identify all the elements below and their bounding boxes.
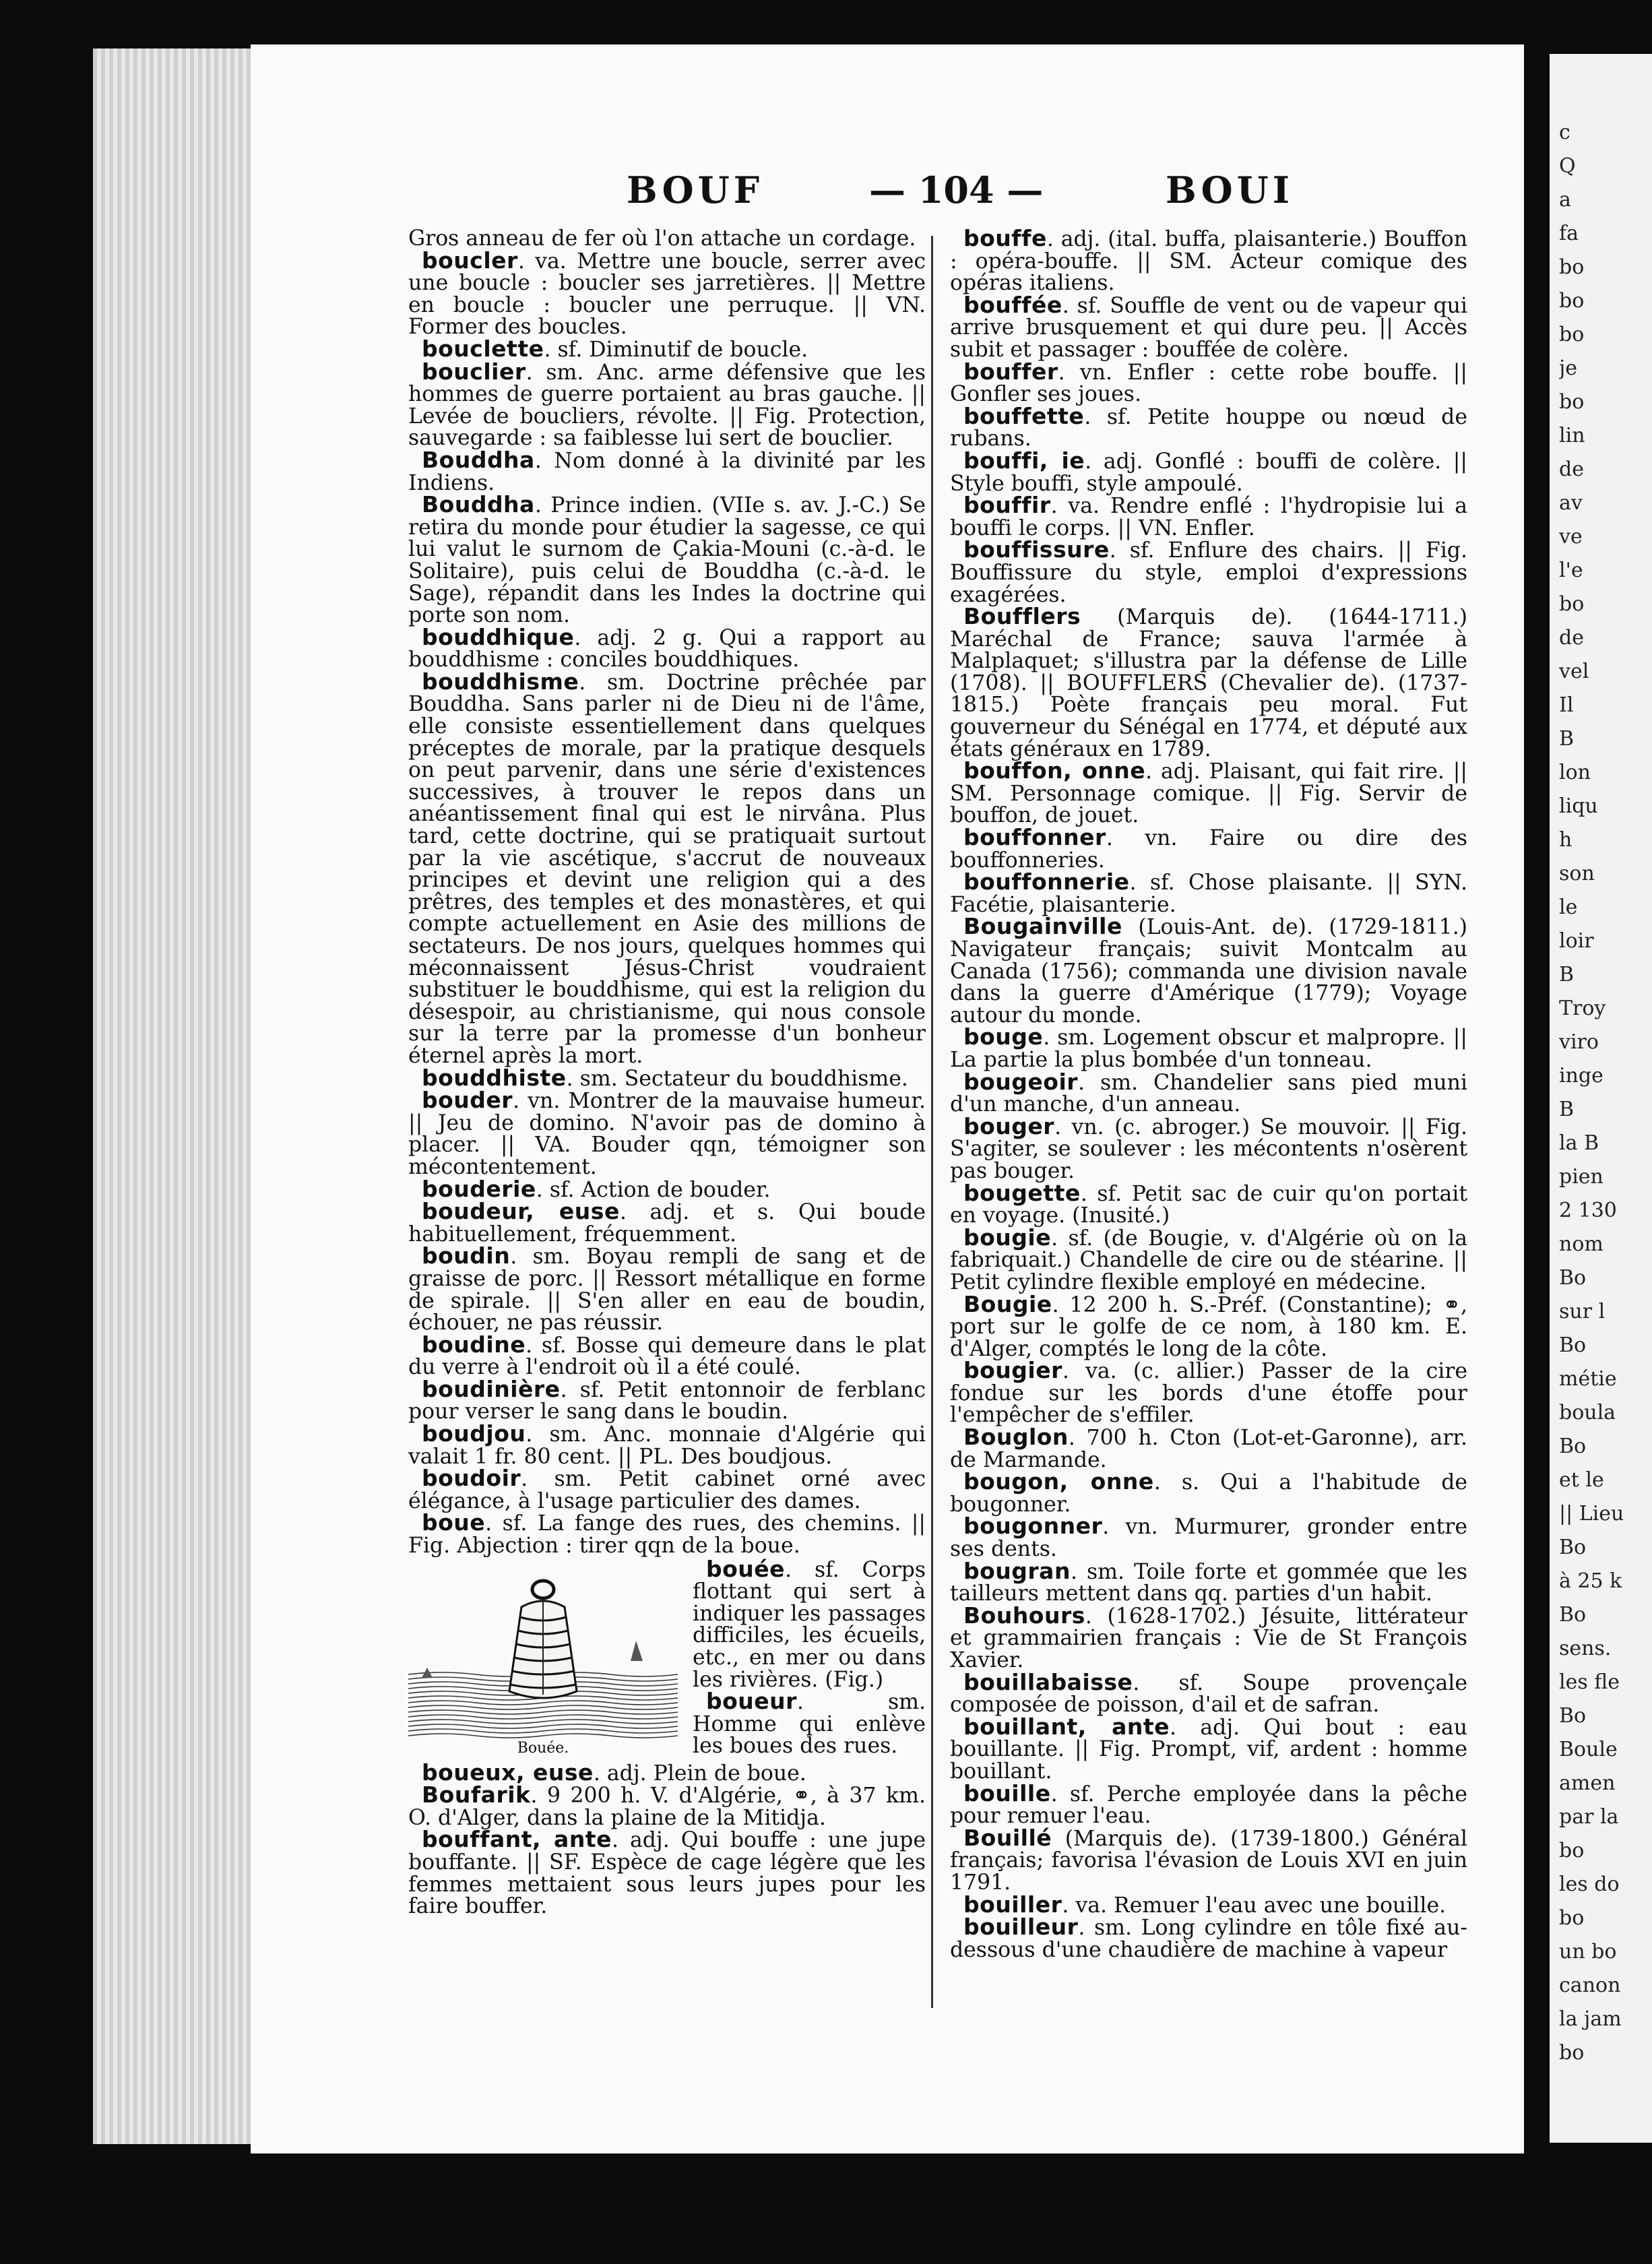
entry-definition: . sf. Soupe provençale composée de poisson, d'ail et de safran. — [950, 1670, 1467, 1718]
entry-headword: bouffissure — [963, 536, 1110, 563]
entry-headword: bouffée — [963, 291, 1062, 318]
dictionary-entry — [950, 1602, 1467, 1672]
dictionary-entry — [950, 757, 1467, 828]
next-page-fragment: par la — [1559, 1806, 1619, 1829]
entry-headword: bouge — [963, 1024, 1044, 1050]
dictionary-entry — [950, 603, 1467, 761]
next-page-fragment: de — [1559, 627, 1584, 650]
dictionary-entry — [408, 446, 926, 495]
next-page-fragment: fa — [1559, 222, 1579, 245]
dictionary-entry — [950, 1026, 1467, 1071]
next-page-fragment: les fle — [1559, 1671, 1620, 1694]
entry-definition: . sm. Sectateur du bouddhisme. — [566, 1066, 908, 1091]
entry-headword: bougie — [963, 1224, 1052, 1251]
dictionary-entry — [408, 1198, 926, 1247]
entry-definition: . sf. Action de bouder. — [536, 1177, 771, 1202]
dictionary-entry — [950, 871, 1467, 916]
entry-definition: . vn. Montrer de la mauvaise humeur. || Jeu de domino. N'avoir pas de domino à placer. || VA. Bouder qqn, témoigner son mécontentement. — [408, 1089, 926, 1179]
next-page-fragment: Troy — [1559, 997, 1606, 1020]
dictionary-entry — [408, 1375, 926, 1424]
entry-definition: . 9 200 h. V. d'Algérie, ⚭, à 37 km. O. d'Alger, dans la plaine de la Mitidja. — [408, 1784, 926, 1830]
next-page-fragment: Bo — [1559, 1604, 1587, 1627]
entry-headword: bouffi, ie — [963, 447, 1085, 474]
entry-headword: boudinière — [422, 1375, 561, 1402]
dictionary-entry — [950, 1557, 1467, 1606]
entry-definition: . sm. Logement obscur et malpropre. || La partie la plus bombée d'un tonneau. — [950, 1026, 1467, 1072]
entry-definition: . va. (c. allier.) Passer de la cire fondue sur les bords d'une étoffe pour l'empêcher de s'effiler. — [950, 1359, 1467, 1428]
entry-headword: bouddhiste — [422, 1064, 567, 1091]
dictionary-entry — [408, 1784, 926, 1829]
entry-definition: . sm. Chandelier sans pied muni d'un manche, d'un anneau. — [950, 1070, 1467, 1117]
entry-headword: bouffonnerie — [963, 869, 1130, 895]
next-page-fragment: Bo — [1559, 1536, 1587, 1559]
next-page-fragment: liqu — [1559, 795, 1598, 818]
page-number: — 104 — — [869, 168, 1044, 212]
entry-definition: . vn. Enfler : cette robe bouffe. || Gonfler ses joues. — [950, 360, 1467, 407]
dictionary-entry — [950, 1824, 1467, 1895]
entry-headword: Bouhours — [963, 1602, 1085, 1629]
entry-headword: bouffonner — [963, 824, 1106, 851]
next-page-fragment: bo — [1559, 256, 1585, 279]
next-page-fragment: boula — [1559, 1402, 1616, 1424]
dictionary-entry — [408, 623, 926, 672]
next-page-fragment: Bo — [1559, 1705, 1587, 1728]
next-page-fragment: un bo — [1559, 1941, 1617, 1963]
entry-definition: . adj. Plein de boue. — [593, 1761, 806, 1786]
dictionary-entry — [950, 1668, 1467, 1718]
entry-headword: bougeoir — [963, 1068, 1079, 1095]
entry-headword: Bouillé — [963, 1824, 1052, 1851]
buoy-illustration — [408, 1560, 678, 1742]
right-column — [950, 225, 1468, 1962]
dictionary-entry — [408, 1087, 926, 1179]
entry-headword: bouffon, onne — [963, 757, 1146, 784]
entry-definition: . sf. Corps flottant qui sert à indiquer les passages difficiles, les écueils, etc., en mer ou dans les rivières. (Fig.) — [693, 1558, 926, 1692]
dictionary-entry — [950, 1916, 1467, 1961]
entry-definition: . adj. Plaisant, qui fait rire. || SM. Personnage comique. || Fig. Servir de bouffon, de jouet. — [950, 759, 1467, 828]
entry-headword: boudjou — [422, 1420, 526, 1447]
next-page-fragment: sur l — [1559, 1300, 1606, 1323]
next-page-fragment: de — [1559, 458, 1584, 481]
entry-definition: . sf. Petite houppe ou nœud de rubans. — [950, 404, 1467, 451]
entry-headword: bouddhisme — [422, 668, 579, 695]
next-page-fragment: bo — [1559, 391, 1585, 414]
dictionary-entry — [950, 402, 1467, 451]
next-page-fragment: B — [1559, 728, 1575, 751]
next-page-fragment: la B — [1559, 1132, 1599, 1155]
next-page-fragment: nom — [1559, 1233, 1603, 1256]
entry-definition: Gros anneau de fer où l'on attache un cordage. — [408, 226, 916, 251]
entry-headword: bouillant, ante — [963, 1713, 1170, 1740]
entry-definition: . sf. La fange des rues, des chemins. || Fig. Abjection : tirer qqn de la boue. — [408, 1511, 926, 1559]
next-page-fragment: h — [1559, 829, 1572, 852]
entry-headword: Boufarik — [422, 1782, 531, 1809]
next-page-fragment: B — [1559, 1098, 1575, 1121]
entry-definition: . sm. Doctrine prêchée par Bouddha. Sans parler ni de Dieu ni de l'âme, elle consiste essentiellement dans quelques préceptes de morale, par la pratique desquels on peut parvenir, dans une série d'existences successives, à trouver le repos dans un anéantissement final qui est le nirvâna. Plus tard, cette doctrine, qui se pratiquait surtout par la vie ascétique, s'accrut de nouveaux principes et devint une religion qui a des prêtres, des temples et des monastères, et qui compte actuellement en Asie des millions de sectateurs. De nos jours, quelques hommes qui méconnaissent Jésus-Christ voudraient substituer le bouddhisme, qui est la religion du désespoir, au christianisme, qui nous console sur la terre par la promesse d'un bonheur éternel après la mort. — [408, 670, 926, 1068]
dictionary-entry — [408, 1509, 926, 1559]
next-page-fragment: B — [1559, 964, 1575, 986]
entry-definition: . sm. Anc. arme défensive que les hommes de guerre portaient au bras gauche. || Levée de boucliers, révolte. || Fig. Protection, sauvegarde : sa faiblesse lui sert de bouclier. — [408, 360, 926, 451]
entry-headword: Bouddha — [422, 491, 535, 518]
dictionary-entry — [950, 1357, 1467, 1428]
next-page-fragment: av — [1559, 492, 1583, 515]
entry-definition: . sm. Homme qui enlève les boues des rues. — [693, 1690, 926, 1759]
dictionary-entry — [408, 247, 926, 340]
dictionary-entry — [950, 1224, 1467, 1294]
next-page-fragment: bo — [1559, 2042, 1585, 2065]
dictionary-entry — [950, 1780, 1467, 1829]
next-page-fragment: je — [1559, 357, 1578, 380]
next-page-fragment: l'e — [1559, 559, 1583, 582]
entry-headword: Bouglon — [963, 1424, 1069, 1451]
next-page-fragment: son — [1559, 862, 1595, 885]
next-page-fragment: ve — [1559, 526, 1583, 548]
dictionary-entry — [408, 1465, 926, 1513]
entry-definition: . adj. Qui bout : eau bouillante. || Fig. Prompt, vif, ardent : homme bouillant. — [950, 1715, 1468, 1784]
entry-definition: . adj. Qui bouffe : une jupe bouffante. || SF. Espèce de cage légère que les femmes mettaient sous leurs jupes pour les faire bouffer. — [408, 1828, 926, 1919]
next-page-fragment: pien — [1559, 1166, 1603, 1189]
entry-definition: . sf. Bosse qui demeure dans le plat du verre à l'endroit où il a été coulé. — [408, 1333, 926, 1380]
entry-definition: . va. Mettre une boucle, serrer avec une boucle : boucler ses jarretières. || Mettre en boucle : boucler une perruque. || VN. Former des boucles. — [408, 249, 926, 340]
entry-headword: boudoir — [422, 1465, 521, 1492]
dictionary-entry — [408, 358, 926, 451]
entry-definition: . s. Qui a l'habitude de bougonner. — [950, 1470, 1467, 1517]
next-page-fragment: Q — [1559, 155, 1576, 178]
entry-definition: . sm. Boyau rempli de sang et de graisse de porc. || Ressort métallique en forme de spirale. || S'en aller en eau de boudin, échouer, ne pas réussir. — [408, 1245, 926, 1335]
entry-headword: bouffe — [963, 225, 1047, 251]
dictionary-entry — [950, 1179, 1467, 1228]
next-page-fragment: la jam — [1559, 2008, 1622, 2031]
entry-definition: . sf. Souffle de vent ou de vapeur qui arrive brusquement et qui dure peu. || Accès subit et passager : bouffée de colère. — [950, 293, 1467, 362]
next-page-fragment: amen — [1559, 1772, 1616, 1795]
next-page-fragment: métie — [1559, 1368, 1617, 1391]
entry-definition: . adj. (ital. buffa, plaisanterie.) Bouffon : opéra-bouffe. || SM. Acteur comique des opéras italiens. — [950, 227, 1467, 296]
dictionary-entry — [950, 1426, 1467, 1471]
buoy-figure — [408, 1560, 678, 1762]
entry-definition: . Nom donné à la divinité par les Indiens. — [408, 448, 926, 495]
next-page-fragment: bo — [1559, 593, 1585, 616]
entry-headword: bougonner — [963, 1513, 1103, 1540]
next-page-fragment: lin — [1559, 425, 1585, 447]
page-header — [371, 168, 1314, 216]
entry-definition: . 700 h. Cton (Lot-et-Garonne), arr. de Marmande. — [950, 1426, 1467, 1472]
entry-definition: (Marquis de). (1739-1800.) Général français; favorisa l'évasion de Louis XVI en juin 1791. — [950, 1826, 1467, 1895]
dictionary-entry — [408, 1759, 926, 1786]
entry-headword: boudeur, euse — [422, 1198, 620, 1225]
next-page-fragment: Bo — [1559, 1435, 1587, 1458]
next-page-fragment: vel — [1559, 660, 1589, 683]
figure-caption: Bouée. — [517, 1739, 569, 1757]
dictionary-entry — [408, 1175, 926, 1202]
entry-headword: bouclier — [422, 358, 526, 385]
entry-headword: boueux, euse — [422, 1759, 594, 1786]
entry-definition: . adj. Gonflé : bouffi de colère. || Style bouffi, style ampoulé. — [950, 449, 1468, 496]
entry-headword: bouiller — [963, 1891, 1062, 1918]
dictionary-entry — [950, 536, 1467, 607]
dictionary-entry — [408, 491, 926, 628]
entry-headword: boudine — [422, 1331, 526, 1358]
next-page-fragment: Boule — [1559, 1738, 1618, 1761]
entry-definition: . vn. Faire ou dire des bouffonneries. — [950, 826, 1467, 873]
next-page-fragment: inge — [1559, 1065, 1603, 1088]
dictionary-entry — [408, 1826, 926, 1919]
dictionary-entry — [408, 1245, 926, 1333]
running-head-right: BOUI — [1166, 168, 1294, 212]
next-page-fragment: Bo — [1559, 1267, 1587, 1290]
entry-headword: bouille — [963, 1780, 1051, 1806]
entry-headword: bouée — [706, 1558, 786, 1582]
entry-headword: bouffette — [963, 402, 1085, 429]
entry-definition: . sm. Long cylindre en tôle fixé au-dessous d'une chaudière de machine à vapeur — [950, 1916, 1467, 1962]
entry-definition: . va. Remuer l'eau avec une bouille. — [1062, 1893, 1447, 1918]
next-page-fragment: 2 130 — [1559, 1199, 1617, 1222]
next-page-fragment: bo — [1559, 323, 1585, 346]
dictionary-entry — [950, 492, 1467, 540]
entry-headword: Bougie — [963, 1290, 1052, 1317]
entry-headword: bougran — [963, 1557, 1071, 1584]
entry-headword: bougette — [963, 1179, 1081, 1206]
dictionary-entry — [950, 447, 1468, 496]
entry-definition: . sm. Petit cabinet orné avec élégance, à l'usage particulier des dames. — [408, 1467, 926, 1513]
entry-definition: . adj. et s. Qui boude habituellement, fréquemment. — [408, 1200, 926, 1247]
entry-definition: . sf. Petit sac de cuir qu'on portait en voyage. (Inusité.) — [950, 1181, 1467, 1228]
entry-headword: bouffer — [963, 358, 1058, 385]
next-page-fragment: c — [1559, 121, 1570, 144]
entry-definition: . Prince indien. (VIIe s. av. J.-C.) Se retira du monde pour étudier la sagesse, ce qui lui valut le surnom de Çakia-Mouni (c.-à-d. le Solitaire), puis celui de Bouddha (c.-à-d. le Sage), répandit dans les Indes la doctrine qui porte son nom. — [408, 493, 926, 628]
dictionary-entry — [408, 1064, 926, 1091]
next-page-fragment: a — [1559, 189, 1571, 212]
entry-definition: . sf. Diminutif de boucle. — [544, 337, 808, 362]
dictionary-entry — [408, 1331, 926, 1380]
next-page-fragment: bo — [1559, 290, 1585, 313]
entry-definition: . vn. (c. abroger.) Se mouvoir. || Fig. S'agiter, se soulever : les mécontents n'osèrent pas bouger. — [950, 1114, 1467, 1183]
next-page-margin — [1550, 54, 1652, 2143]
next-page-fragment: Bo — [1559, 1334, 1587, 1357]
dictionary-entry — [950, 1112, 1467, 1183]
entry-definition: . sf. Enflure des chairs. || Fig. Bouffissure du style, emploi d'expressions exagérées. — [950, 538, 1467, 607]
dictionary-entry — [950, 1515, 1467, 1560]
next-page-fragment: et le — [1559, 1469, 1604, 1492]
next-page-fragment: canon — [1559, 1974, 1621, 1997]
next-page-fragment: bo — [1559, 1907, 1585, 1930]
entry-definition: . (1628-1702.) Jésuite, littérateur et grammairien français : Vie de St François Xavier. — [950, 1604, 1467, 1672]
entry-headword: bouder — [422, 1087, 513, 1114]
next-page-fragment: à 25 k — [1559, 1570, 1622, 1593]
dictionary-entry — [950, 291, 1467, 362]
entry-headword: Bougainville — [963, 913, 1122, 940]
entry-headword: bouffant, ante — [422, 1826, 612, 1853]
book-page-edges — [93, 49, 256, 2144]
dictionary-entry — [950, 1468, 1467, 1517]
dictionary-entry — [950, 913, 1467, 1028]
column-divider — [931, 236, 933, 2008]
entry-headword: bouddhique — [422, 623, 575, 650]
entry-headword: bougon, onne — [963, 1468, 1154, 1495]
entry-definition: . sf. (de Bougie, v. d'Algérie où on la fabriquait.) Chandelle de cire ou de stéarine. || Petit cylindre flexible employé en médecine. — [950, 1226, 1467, 1294]
entry-headword: Bouddha — [422, 446, 535, 473]
entry-definition: . sf. Perche employée dans la pêche pour remuer l'eau. — [950, 1782, 1467, 1829]
dictionary-entry — [950, 225, 1467, 296]
left-column — [408, 228, 926, 1918]
entry-definition: . sf. Chose plaisante. || SYN. Facétie, plaisanterie. — [950, 871, 1467, 917]
dictionary-entry — [950, 824, 1467, 873]
entry-definition: . sf. Petit entonnoir de ferblanc pour verser le sang dans le boudin. — [408, 1377, 926, 1424]
entry-headword: bouilleur — [963, 1914, 1079, 1941]
entry-headword: bouclette — [422, 335, 544, 362]
next-page-fragment: sens. — [1559, 1637, 1612, 1660]
next-page-fragment: lon — [1559, 761, 1591, 784]
entry-headword: bouger — [963, 1112, 1055, 1139]
entry-headword: boueur — [706, 1688, 797, 1715]
dictionary-entry — [950, 1290, 1467, 1361]
dictionary-entry — [950, 1891, 1467, 1918]
entry-headword: bouffir — [963, 492, 1051, 519]
figure-block — [408, 1559, 926, 1762]
next-page-fragment: || Lieu — [1559, 1503, 1624, 1526]
next-page-fragment: loir — [1559, 930, 1594, 953]
dictionary-entry — [950, 358, 1467, 407]
entry-definition: . sm. Anc. monnaie d'Algérie qui valait 1 fr. 80 cent. || PL. Des boudjous. — [408, 1422, 926, 1469]
entry-definition: (Marquis de). (1644-1711.) Maréchal de France; sauva l'armée à Malplaquet; s'illustra par la défense de Lille (1708). || BOUFFLERS (Chevalier de). (1737-1815.) Poète français peu moral. Fut gouverneur du Sénégal en 1774, et député aux états généraux en 1789. — [950, 605, 1467, 761]
entry-definition: . va. Rendre enflé : l'hydropisie lui a bouffi le corps. || VN. Enfler. — [950, 494, 1467, 540]
next-page-fragment: Il — [1559, 694, 1574, 717]
next-page-fragment: viro — [1559, 1031, 1599, 1054]
entry-definition: . sm. Toile forte et gommée que les tailleurs mettent dans qq. parties d'un habit. — [950, 1559, 1467, 1606]
entry-headword: Boufflers — [963, 603, 1081, 630]
entry-definition: . vn. Murmurer, gronder entre ses dents. — [950, 1515, 1467, 1562]
next-page-fragment: le — [1559, 896, 1578, 919]
dictionary-entry — [950, 1713, 1468, 1784]
entry-headword: boue — [422, 1509, 486, 1536]
entry-headword: bougier — [963, 1357, 1062, 1384]
entry-headword: bouderie — [422, 1175, 536, 1202]
entry-headword: bouillabaisse — [963, 1668, 1133, 1695]
dictionary-entry — [408, 668, 926, 1068]
entry-definition: . 12 200 h. S.-Préf. (Constantine); ⚭, port sur le golfe de ce nom, à 180 km. E. d'Alger, comptés le long de la côte. — [950, 1292, 1467, 1361]
entry-headword: boucler — [422, 247, 518, 274]
next-page-fragment: les do — [1559, 1873, 1620, 1896]
entry-definition: . adj. 2 g. Qui a rapport au bouddhisme : conciles bouddhiques. — [408, 625, 926, 672]
entry-definition: (Louis-Ant. de). (1729-1811.) Navigateur français; suivit Montcalm au Canada (1756); commanda une division navale dans la guerre d'Amérique (1779); Voyage autour du monde. — [950, 915, 1467, 1028]
running-head-left: BOUF — [627, 168, 764, 212]
entry-headword: boudin — [422, 1243, 511, 1269]
dictionary-entry — [950, 1068, 1467, 1117]
dictionary-entry — [408, 1420, 926, 1469]
dictionary-entry — [408, 335, 926, 362]
next-page-fragment: bo — [1559, 1840, 1585, 1862]
